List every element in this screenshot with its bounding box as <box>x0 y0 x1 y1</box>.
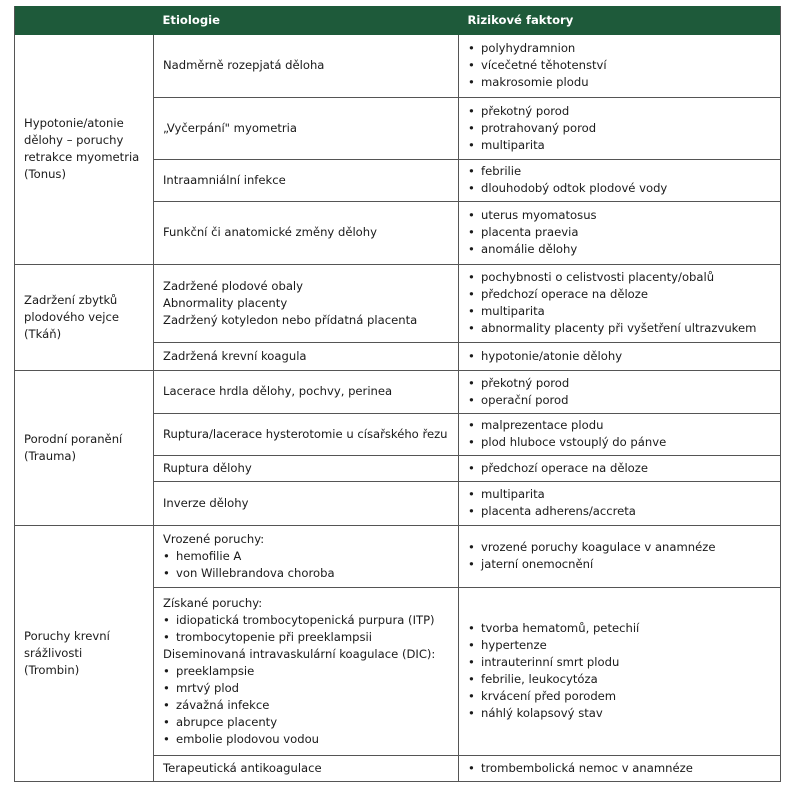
list-item: • trombocytopenie při preeklampsii <box>163 629 454 646</box>
risk-cell <box>459 455 781 481</box>
list-item: • anomálie dělohy <box>468 241 776 258</box>
etiology-cell: Terapeutická antikoagulace <box>154 755 459 781</box>
risk-cell <box>459 342 781 370</box>
risk-cell <box>459 413 781 455</box>
etiology-cell: „Vyčerpání" myometria <box>154 97 459 159</box>
risk-cell <box>459 35 781 97</box>
group-label-trombin: Poruchy krevní srážlivosti (Trombin) <box>15 525 154 781</box>
list-item: • idiopatická trombocytopenická purpura (ITP) <box>163 612 454 629</box>
list-item: • překotný porod <box>468 103 776 120</box>
etiology-cell: Zadržené plodové obaly Abnormality placenty Zadržený kotyledon nebo přídatná placenta <box>154 264 459 342</box>
list-item: • hypertenze <box>468 637 776 654</box>
list-item: • uterus myomatosus <box>468 207 776 224</box>
list-item: • tvorba hematomů, petechií <box>468 620 776 637</box>
list-item: • abrupce placenty <box>163 714 454 731</box>
list-item: • polyhydramnion <box>468 40 776 57</box>
list-item: • plod hluboce vstouplý do pánve <box>468 434 776 451</box>
list-item: • abnormality placenty při vyšetření ultrazvukem <box>468 320 776 337</box>
risk-cell <box>459 159 781 201</box>
list-item: • náhlý kolapsový stav <box>468 705 776 722</box>
group-label-tkan: Zadržení zbytků plodového vejce (Tkáň) <box>15 264 154 370</box>
risk-cell <box>459 201 781 264</box>
etiology-cell: Nadměrně rozepjatá děloha <box>154 35 459 97</box>
table-row <box>15 370 781 413</box>
etiology-cell: Vrozené poruchy: • hemofilie A • von Willebrandova choroba <box>154 525 459 587</box>
etiology-cell: Intraamniální infekce <box>154 159 459 201</box>
list-item: • placenta adherens/accreta <box>468 503 776 520</box>
risk-cell <box>459 370 781 413</box>
risk-cell <box>459 481 781 525</box>
etiology-cell: Inverze dělohy <box>154 481 459 525</box>
risk-cell <box>459 525 781 587</box>
list-item: • překotný porod <box>468 375 776 392</box>
risk-cell <box>459 755 781 781</box>
header-empty-cell <box>15 6 154 35</box>
list-item: • protrahovaný porod <box>468 120 776 137</box>
list-item: • hemofilie A <box>163 548 454 565</box>
list-item: • multiparita <box>468 303 776 320</box>
list-item: • mrtvý plod <box>163 680 454 697</box>
table-row <box>15 525 781 587</box>
list-item: • předchozí operace na děloze <box>468 460 776 477</box>
list-item: • makrosomie plodu <box>468 74 776 91</box>
table-row <box>15 264 781 342</box>
list-item: • febrilie, leukocytóza <box>468 671 776 688</box>
list-item: • pochybnosti o celistvosti placenty/obalů <box>468 269 776 286</box>
table-row <box>15 35 781 97</box>
list-item: • dlouhodobý odtok plodové vody <box>468 180 776 197</box>
list-item: • intrauterinní smrt plodu <box>468 654 776 671</box>
etiology-cell: Lacerace hrdla dělohy, pochvy, perinea <box>154 370 459 413</box>
group-label-trauma: Porodní poranění (Trauma) <box>15 370 154 525</box>
header-etiology: Etiologie <box>154 6 459 35</box>
list-item: • embolie plodovou vodou <box>163 731 454 748</box>
table-header-row <box>15 6 781 35</box>
list-item: • vícečetné těhotenství <box>468 57 776 74</box>
group-label-tonus: Hypotonie/atonie dělohy – poruchy retrakce myometria (Tonus) <box>15 35 154 264</box>
list-item: • multiparita <box>468 486 776 503</box>
list-item: • krvácení před porodem <box>468 688 776 705</box>
list-item: • hypotonie/atonie dělohy <box>468 348 776 365</box>
pph-etiology-table <box>14 6 781 782</box>
list-item: • trombembolická nemoc v anamnéze <box>468 760 776 777</box>
list-item: • von Willebrandova choroba <box>163 565 454 582</box>
etiology-cell: Zadržená krevní koagula <box>154 342 459 370</box>
list-item: • operační porod <box>468 392 776 409</box>
etiology-cell: Ruptura/lacerace hysterotomie u císařského řezu <box>154 413 459 455</box>
list-item: • placenta praevia <box>468 224 776 241</box>
list-item: • jaterní onemocnění <box>468 556 776 573</box>
risk-cell <box>459 97 781 159</box>
list-item: • předchozí operace na děloze <box>468 286 776 303</box>
list-item: • febrilie <box>468 163 776 180</box>
etiology-cell: Získané poruchy: • idiopatická trombocytopenická purpura (ITP) • trombocytopenie při preeklampsii Diseminovaná intravaskulární koagulace (DIC): • preeklampsie • mrtvý plod • závažná infekce • abrupce placenty • embolie plodovou vodou <box>154 587 459 755</box>
list-item: • multiparita <box>468 137 776 154</box>
risk-cell <box>459 264 781 342</box>
list-item: • vrozené poruchy koagulace v anamnéze <box>468 539 776 556</box>
list-item: • malprezentace plodu <box>468 417 776 434</box>
list-item: • preeklampsie <box>163 663 454 680</box>
etiology-cell: Funkční či anatomické změny dělohy <box>154 201 459 264</box>
list-item: • závažná infekce <box>163 697 454 714</box>
header-risk-factors: Rizikové faktory <box>459 6 781 35</box>
etiology-cell: Ruptura dělohy <box>154 455 459 481</box>
risk-cell <box>459 587 781 755</box>
